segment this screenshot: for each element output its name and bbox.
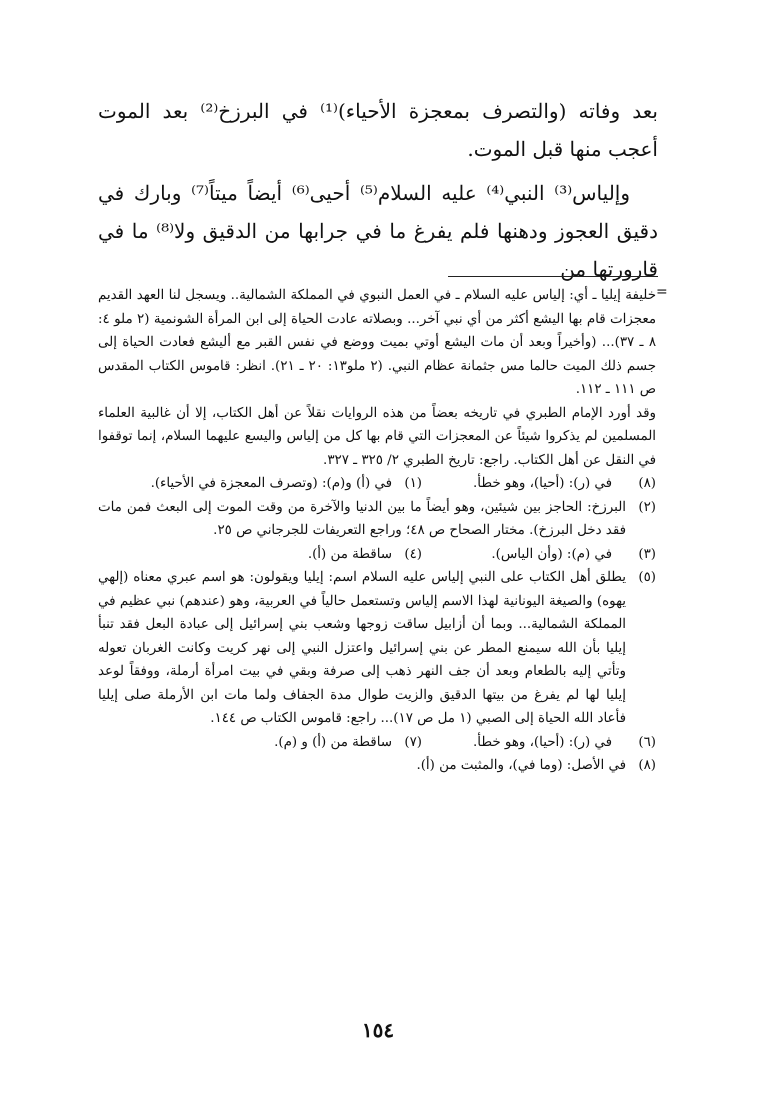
footnote-text: ساقطة من (أ). — [307, 546, 392, 562]
footnote-number: (٢) — [638, 499, 656, 515]
footnote-pair-6-7 — [98, 731, 656, 755]
main-paragraph-2: وإلياس⁽³⁾ النبي⁽⁴⁾ عليه السلام⁽⁵⁾ أحيى⁽⁶⁾ أيضاً ميتاً⁽⁷⁾ وبارك في دقيق العجوز ودهنها فلم يفرغ ما في جرابها من الدقيق ولا⁽⁸⁾ ما في قارورتها من — [98, 181, 658, 281]
footnote-number: (٤) — [404, 546, 422, 562]
footnote-continuation-2: وقد أورد الإمام الطبري في تاريخه بعضاً من هذه الروايات نقلاً عن أهل الكتاب، إلا أن غالبية العلماء المسلمين لم يذكروا شيئاً عن المعجزات التي قام بها كل من إلياس واليسع عليهما السلام، إنما توقفوا في النقل عن أهل الكتاب. راجع: تاريخ الطبري ٢/ ٣٢٥ ـ ٣٢٧. — [98, 405, 656, 468]
footnote-number: (٣) — [638, 546, 656, 562]
footnote-1 — [151, 472, 422, 496]
footnote-pair-8-1 — [98, 472, 656, 496]
footnotes — [98, 284, 656, 778]
footnote-pair-3-4 — [98, 543, 656, 567]
footnote-text: في (ر): (أحيا)، وهو خطأ. — [473, 476, 612, 491]
footnote-text: ساقطة من (أ) و (م). — [274, 734, 392, 750]
page-number: ١٥٤ — [361, 1018, 395, 1042]
footnote-text: في (ر): (أحيا)، وهو خطأ. — [473, 734, 612, 750]
footnote-number: (٨) — [638, 758, 656, 773]
footnote-8b — [98, 754, 656, 778]
footnote-separator — [448, 276, 658, 277]
footnote-text: في (أ) و(م): (وتصرف المعجزة في الأحياء). — [150, 476, 392, 491]
footnote-number: (٦) — [638, 734, 656, 750]
footnote-8a — [422, 472, 656, 496]
footnote-5 — [98, 566, 656, 731]
footnote-2 — [98, 496, 656, 543]
footnote-number: (١) — [404, 476, 422, 491]
footnote-text: في الأصل: (وما في)، والمثبت من (أ). — [416, 758, 626, 773]
main-text — [98, 92, 658, 288]
footnote-text: في (م): (وأن الياس). — [491, 546, 612, 562]
footnote-7 — [274, 731, 422, 755]
continuation-mark: = — [656, 284, 668, 300]
footnote-continuation-1: خليفة إيليا ـ أي: إلياس عليه السلام ـ في العمل النبوي في المملكة الشمالية.. ويسجل لنا العهد القديم معجزات قام بها اليشع أكثر من أي نبي آخر... وبصلاته عادت الحياة إلى ابن المرأة الشونمية (٢ ملو ٤: ٨ ـ ٣٧)... (وأخيراً وبعد أن مات اليشع أوتي بميت ووضع في نفس القبر مع أليشع فعادت الحياة إلى جسم ذلك الميت حالما مس جثمانة عظام النبي. (٢ ملو١٣: ٢٠ ـ ٢١). انظر: قاموس الكتاب المقدس ص ١١١ ـ ١١٢. — [98, 288, 657, 397]
footnote-text: يطلق أهل الكتاب على النبي إلياس عليه السلام اسم: إيليا ويقولون: هو اسم عبري معناه (إلهي يهوه) والصيغة اليونانية لهذا الاسم إلياس وتستعمل حالياً في العربية، وهو (عندهم) نبي عظيم في المملكة الشمالية... وبما أن أزابيل ساقت زوجها وشعب بني إسرائيل إلى عبادة البعل فقد تنبأ إيليا بأن الله سيمنع المطر عن بني إسرائيل واعتزل النبي إلى نهر كريت وكانت الغربان تعوله وتأتي إليه بالطعام وبعد أن جف النهر ذهب إلى صرفة وبقي في بيت امرأة أرملة، ووفقاً لوعد إيليا لها لم يفرغ من بيتها الدقيق والزيت طوال مدة الجفاف ولما مات ابن الأرملة صلى إيليا فأعاد الله الحياة إلى الصبي (١ مل ص ١٧)... راجع: قاموس الكتاب ص ١٤٤. — [98, 570, 626, 726]
footnote-number: (٥) — [638, 570, 656, 585]
footnote-number: (٧) — [404, 734, 422, 750]
footnote-6 — [422, 731, 656, 755]
footnote-text: البرزخ: الحاجز بين شيئين، وهو أيضاً ما بين الدنيا والآخرة من وقت الموت إلى البعث فمن مات فقد دخل البرزخ). مختار الصحاح ص ٤٨؛ وراجع التعريفات للجرجاني ص ٢٥. — [98, 499, 626, 538]
footnote-3 — [422, 543, 656, 567]
main-paragraph-1: بعد وفاته (والتصرف بمعجزة الأحياء)⁽¹⁾ في البرزخ⁽²⁾ بعد الموت أعجب منها قبل الموت. — [98, 99, 658, 161]
footnote-4 — [308, 543, 422, 567]
footnote-number: (٨) — [638, 476, 656, 491]
